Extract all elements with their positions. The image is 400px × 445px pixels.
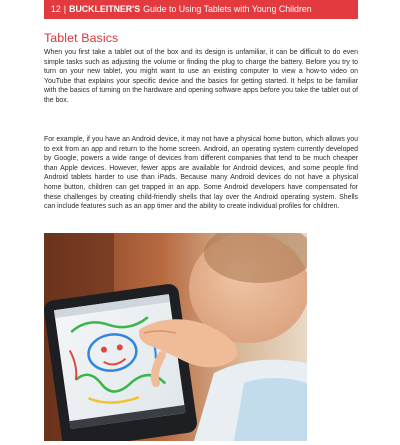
page-header-bar [44, 0, 358, 19]
child-using-tablet-photo [44, 233, 307, 441]
page-number: 12 [51, 4, 61, 14]
header-separator: | [63, 4, 67, 14]
body-paragraph-2: For example, if you have an Android device, it may not have a physical home button, which allows you to exit from an app and return to the home screen. Android, an operating system currently developed by Google, powers a wide range of devices from different companies that tend to be much cheaper than Apple devices. However, fewer apps are available for Android devices, and some people find Android tablets harder to use than iPads. Because many Android devices do not have a physical home button, children can get trapped in an app. Some Android developers have compensated for these challenges by creating child-friendly shells that lay over the Android operating system. Shells can include features such as an app timer and the ability to create individual profiles for children. [44, 136, 358, 211]
header-book-title: Guide to Using Tablets with Young Children [143, 4, 312, 14]
header-brand: BUCKLEITNER'S [69, 4, 141, 14]
photo-illustration [44, 233, 307, 441]
section-title: Tablet Basics [44, 31, 119, 45]
body-paragraph-1: When you first take a tablet out of the box and its design is unfamiliar, it can be difficult to do even simple tasks such as adjusting the volume or finding the plug to charge the battery. Before you try to turn on your new tablet, you might want to use an existing computer to view a how-to video on YouTube that explains your specific device and the basics for getting started. It helps to be familiar with the basics of turning on the hardware and opening software apps before you take the tablet out of the box. [44, 49, 358, 104]
